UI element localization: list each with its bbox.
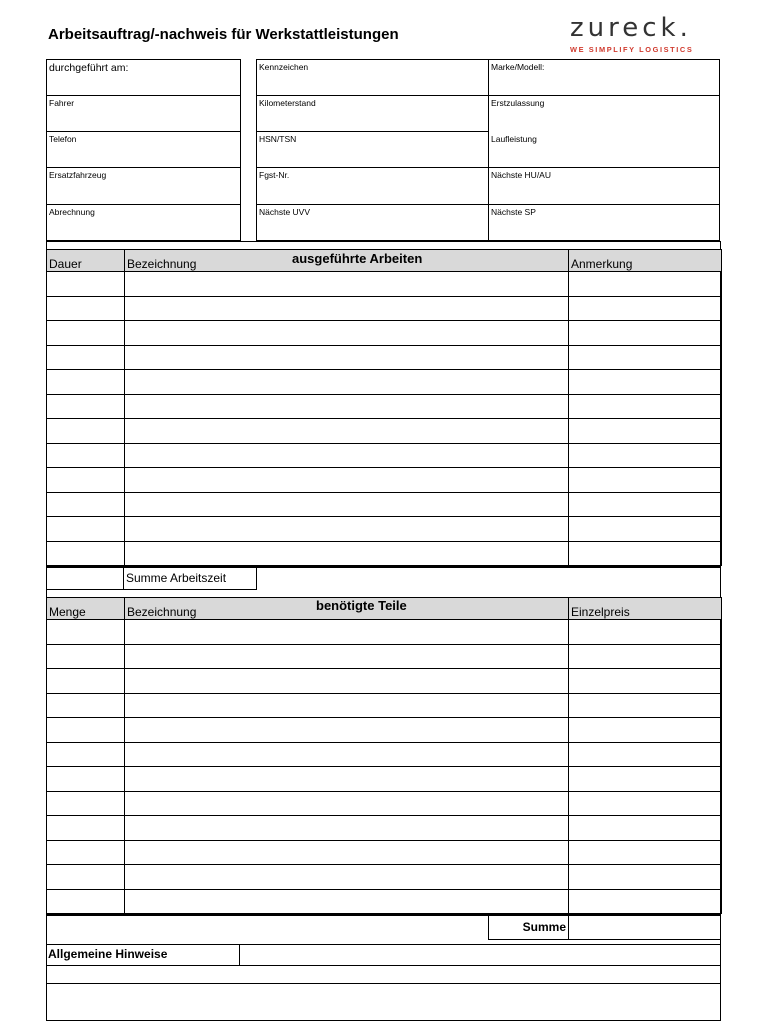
work-cell-col-1[interactable] (47, 443, 125, 468)
field-erstzulassung[interactable]: Erstzulassung (491, 98, 545, 108)
parts-sum-value[interactable] (569, 916, 721, 940)
work-cell-col-2[interactable] (125, 370, 569, 395)
parts-table (46, 597, 722, 914)
field-kennzeichen[interactable]: Kennzeichen (257, 60, 488, 96)
field-naechste-uvv[interactable]: Nächste UVV (259, 207, 311, 217)
work-cell-col-1[interactable] (47, 419, 125, 444)
work-cell-col-3[interactable] (569, 345, 722, 370)
work-cell-col-2[interactable] (125, 345, 569, 370)
notes-textarea[interactable] (46, 983, 721, 1021)
parts-cell-col-1[interactable] (47, 791, 125, 816)
parts-cell-col-3[interactable] (569, 840, 722, 865)
work-table-row (47, 370, 722, 395)
header-block-1 (46, 59, 241, 241)
parts-cell-col-3[interactable] (569, 742, 722, 767)
work-table-row (47, 443, 722, 468)
parts-cell-col-3[interactable] (569, 718, 722, 743)
work-cell-col-2[interactable] (125, 468, 569, 493)
work-cell-col-3[interactable] (569, 517, 722, 542)
work-cell-col-1[interactable] (47, 345, 125, 370)
work-cell-col-1[interactable] (47, 272, 125, 297)
work-section-title: ausgeführte Arbeiten (292, 251, 423, 266)
parts-cell-col-1[interactable] (47, 644, 125, 669)
field-hsn-tsn[interactable]: HSN/TSN (257, 132, 488, 168)
parts-cell-col-1[interactable] (47, 840, 125, 865)
parts-cell-col-2[interactable] (125, 840, 569, 865)
field-fahrer[interactable]: Fahrer (47, 96, 240, 132)
parts-table-row (47, 865, 722, 890)
parts-table-row (47, 840, 722, 865)
work-cell-col-1[interactable] (47, 394, 125, 419)
parts-cell-col-2[interactable] (125, 718, 569, 743)
work-table-row (47, 492, 722, 517)
work-cell-col-1[interactable] (47, 296, 125, 321)
field-ersatzfahrzeug[interactable]: Ersatzfahrzeug (47, 168, 240, 205)
parts-cell-col-1[interactable] (47, 693, 125, 718)
work-cell-col-1[interactable] (47, 370, 125, 395)
work-sum-value[interactable] (257, 568, 377, 590)
work-cell-col-2[interactable] (125, 492, 569, 517)
field-abrechnung[interactable]: Abrechnung (49, 207, 95, 217)
parts-cell-col-2[interactable] (125, 693, 569, 718)
work-table-row (47, 345, 722, 370)
parts-cell-col-1[interactable] (47, 816, 125, 841)
parts-cell-col-3[interactable] (569, 767, 722, 792)
parts-cell-col-2[interactable] (125, 620, 569, 645)
column-header-anmerkung: Anmerkung (569, 250, 722, 272)
parts-section-title: benötigte Teile (316, 598, 407, 613)
parts-cell-col-3[interactable] (569, 669, 722, 694)
field-telefon[interactable]: Telefon (47, 132, 240, 168)
parts-table-row (47, 669, 722, 694)
work-cell-col-3[interactable] (569, 419, 722, 444)
work-cell-col-2[interactable] (125, 394, 569, 419)
work-sum-label: Summe Arbeitszeit (124, 568, 257, 590)
parts-cell-col-2[interactable] (125, 742, 569, 767)
work-cell-col-2[interactable] (125, 419, 569, 444)
work-cell-col-3[interactable] (569, 296, 722, 321)
parts-sum-row (46, 914, 721, 938)
parts-table-row (47, 791, 722, 816)
parts-cell-col-3[interactable] (569, 865, 722, 890)
parts-cell-col-1[interactable] (47, 889, 125, 914)
parts-cell-col-3[interactable] (569, 620, 722, 645)
work-cell-col-2[interactable] (125, 321, 569, 346)
field-fgst-nr[interactable]: Fgst-Nr. (257, 168, 488, 205)
parts-table-row (47, 718, 722, 743)
parts-sum-label: Summe (488, 916, 569, 940)
parts-cell-col-1[interactable] (47, 865, 125, 890)
parts-table-row (47, 620, 722, 645)
work-table-row (47, 321, 722, 346)
work-cell-col-2[interactable] (125, 517, 569, 542)
work-cell-col-3[interactable] (569, 321, 722, 346)
work-cell-col-1[interactable] (47, 541, 125, 566)
field-kilometerstand[interactable]: Kilometerstand (257, 96, 488, 132)
parts-table-row (47, 816, 722, 841)
work-table-row (47, 541, 722, 566)
column-header-dauer: Dauer (47, 250, 125, 272)
work-cell-col-3[interactable] (569, 541, 722, 566)
column-header-bezeichnung: Bezeichnung (125, 598, 569, 620)
notes-section (46, 944, 721, 1021)
work-cell-col-3[interactable] (569, 272, 722, 297)
parts-table-row (47, 767, 722, 792)
header-block-2 (256, 59, 720, 241)
notes-label: Allgemeine Hinweise (46, 945, 240, 965)
parts-cell-col-2[interactable] (125, 669, 569, 694)
parts-cell-col-1[interactable] (47, 620, 125, 645)
notes-line-1[interactable] (240, 945, 721, 965)
parts-table-row (47, 644, 722, 669)
work-sum-blank-cell (46, 568, 124, 590)
parts-cell-col-1[interactable] (47, 718, 125, 743)
field-naechste-hu-au[interactable]: Nächste HU/AU (489, 168, 719, 205)
work-cell-col-2[interactable] (125, 272, 569, 297)
work-cell-col-1[interactable] (47, 468, 125, 493)
parts-cell-col-3[interactable] (569, 816, 722, 841)
parts-table-row (47, 742, 722, 767)
parts-cell-col-3[interactable] (569, 644, 722, 669)
work-cell-col-3[interactable] (569, 443, 722, 468)
field-naechste-sp[interactable]: Nächste SP (491, 207, 536, 217)
work-cell-col-3[interactable] (569, 492, 722, 517)
parts-cell-col-2[interactable] (125, 865, 569, 890)
parts-cell-col-1[interactable] (47, 669, 125, 694)
work-cell-col-2[interactable] (125, 443, 569, 468)
parts-table-row (47, 693, 722, 718)
column-header-menge: Menge (47, 598, 125, 620)
work-table-row (47, 394, 722, 419)
work-table-row (47, 419, 722, 444)
work-sum-row (46, 566, 721, 588)
work-cell-col-3[interactable] (569, 394, 722, 419)
work-cell-col-2[interactable] (125, 541, 569, 566)
work-table-row (47, 272, 722, 297)
parts-cell-col-2[interactable] (125, 791, 569, 816)
column-header-bezeichnung: Bezeichnung (125, 250, 569, 272)
header-col-3 (489, 60, 719, 240)
parts-cell-col-2[interactable] (125, 644, 569, 669)
parts-cell-col-3[interactable] (569, 889, 722, 914)
work-table-row (47, 468, 722, 493)
work-cell-col-1[interactable] (47, 492, 125, 517)
logo-wordmark: zureck. (570, 13, 692, 43)
parts-cell-col-2[interactable] (125, 889, 569, 914)
parts-cell-col-2[interactable] (125, 767, 569, 792)
field-marke-modell[interactable]: Marke/Modell: (489, 60, 719, 96)
field-durchgefuehrt-am[interactable]: durchgeführt am: (47, 60, 240, 96)
header-col-2 (257, 60, 488, 240)
parts-cell-col-3[interactable] (569, 693, 722, 718)
logo-tagline: WE SIMPLIFY LOGISTICS (570, 45, 694, 54)
parts-cell-col-2[interactable] (125, 816, 569, 841)
work-cell-col-3[interactable] (569, 370, 722, 395)
parts-table-row (47, 889, 722, 914)
work-cell-col-2[interactable] (125, 296, 569, 321)
document-title: Arbeitsauftrag/-nachweis für Werkstattleistungen (48, 26, 399, 43)
work-cell-col-3[interactable] (569, 468, 722, 493)
work-cell-col-1[interactable] (47, 321, 125, 346)
parts-cell-col-3[interactable] (569, 791, 722, 816)
field-laufleistung[interactable]: Laufleistung (489, 132, 719, 168)
work-cell-col-1[interactable] (47, 517, 125, 542)
parts-cell-col-1[interactable] (47, 767, 125, 792)
company-logo (570, 14, 720, 54)
column-header-einzelpreis: Einzelpreis (569, 598, 722, 620)
work-table-row (47, 296, 722, 321)
notes-line-2[interactable] (46, 965, 721, 983)
work-table-row (47, 517, 722, 542)
parts-cell-col-1[interactable] (47, 742, 125, 767)
work-table (46, 249, 722, 566)
